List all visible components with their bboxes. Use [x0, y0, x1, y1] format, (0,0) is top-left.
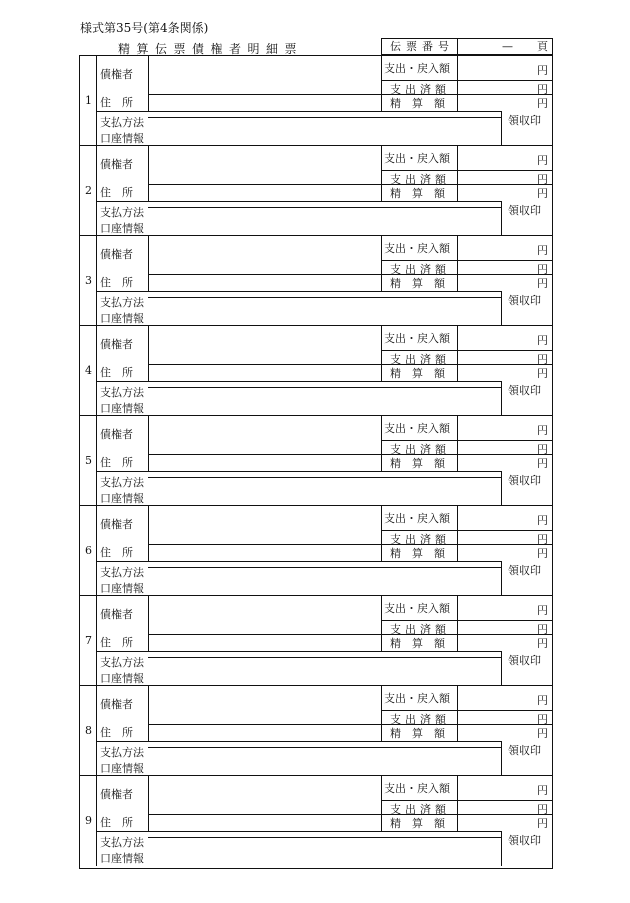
payment-method-line	[148, 477, 501, 478]
entry-number-cell	[80, 686, 97, 775]
paid-amount-label: 支出済額	[390, 83, 450, 96]
label-divider	[148, 776, 149, 831]
payment-method-line	[148, 117, 501, 118]
amount-value-divider	[457, 416, 458, 471]
address-bottom-line	[97, 111, 501, 112]
creditor-label: 債権者	[100, 608, 133, 621]
amount-value-divider	[457, 596, 458, 651]
receipt-seal-divider	[501, 291, 502, 326]
payment-method-label: 支払方法	[100, 386, 144, 399]
receipt-seal-divider	[501, 471, 502, 506]
label-divider	[148, 56, 149, 111]
account-info-label: 口座情報	[100, 312, 144, 325]
yen-unit: 円	[537, 514, 548, 527]
payment-method-label: 支払方法	[100, 116, 144, 129]
creditor-underline	[148, 454, 381, 455]
creditor-entry-1	[80, 56, 552, 146]
yen-unit: 円	[537, 353, 548, 366]
creditor-label: 債権者	[100, 428, 133, 441]
label-divider	[148, 596, 149, 651]
address-bottom-line	[97, 381, 501, 382]
yen-unit: 円	[537, 443, 548, 456]
payment-method-label: 支払方法	[100, 476, 144, 489]
receipt-seal-label: 領収印	[508, 654, 541, 667]
amount-value-divider	[457, 776, 458, 831]
address-bottom-line	[97, 831, 501, 832]
receipt-seal-label: 領収印	[508, 204, 541, 217]
address-bottom-line	[97, 201, 501, 202]
address-label: 住 所	[100, 186, 133, 199]
payment-method-label: 支払方法	[100, 206, 144, 219]
paid-amount-label: 支出済額	[390, 803, 450, 816]
account-info-label: 口座情報	[100, 672, 144, 685]
creditor-label: 債権者	[100, 698, 133, 711]
receipt-seal-divider	[501, 831, 502, 866]
address-label: 住 所	[100, 546, 133, 559]
account-info-label: 口座情報	[100, 762, 144, 775]
payment-refund-label: 支出・戻入額	[384, 152, 450, 165]
payment-refund-label: 支出・戻入額	[384, 602, 450, 615]
address-bottom-line	[97, 561, 501, 562]
account-info-label: 口座情報	[100, 402, 144, 415]
yen-unit: 円	[537, 263, 548, 276]
settlement-amount-label: 精算額	[390, 637, 456, 650]
creditor-underline	[148, 184, 381, 185]
settlement-amount-label: 精算額	[390, 277, 456, 290]
creditor-underline	[148, 94, 381, 95]
label-divider	[148, 146, 149, 201]
amount-section-divider	[381, 236, 382, 291]
entry-number-cell	[80, 506, 97, 595]
yen-unit: 円	[537, 64, 548, 77]
amount-value-divider	[457, 326, 458, 381]
payment-method-label: 支払方法	[100, 296, 144, 309]
settlement-amount-label: 精算額	[390, 457, 456, 470]
amount-section-divider	[381, 506, 382, 561]
amount-value-divider	[457, 686, 458, 741]
creditor-underline	[148, 634, 381, 635]
settlement-amount-label: 精算額	[390, 547, 456, 560]
settlement-amount-label: 精算額	[390, 187, 456, 200]
payment-refund-label: 支出・戻入額	[384, 782, 450, 795]
amount-section-divider	[381, 776, 382, 831]
receipt-seal-divider	[501, 561, 502, 596]
creditor-entry-4	[80, 326, 552, 416]
receipt-seal-label: 領収印	[508, 114, 541, 127]
payment-method-label: 支払方法	[100, 656, 144, 669]
entry-number: 5	[85, 454, 92, 467]
yen-unit: 円	[537, 784, 548, 797]
account-info-label: 口座情報	[100, 132, 144, 145]
entry-number: 7	[85, 634, 92, 647]
amount-value-divider	[457, 236, 458, 291]
payment-method-label: 支払方法	[100, 836, 144, 849]
payment-refund-label: 支出・戻入額	[384, 692, 450, 705]
payment-method-line	[148, 297, 501, 298]
page-title: 精算伝票債権者明細票	[118, 42, 304, 56]
account-info-label: 口座情報	[100, 852, 144, 865]
address-label: 住 所	[100, 456, 133, 469]
payment-refund-label: 支出・戻入額	[384, 512, 450, 525]
paid-amount-label: 支出済額	[390, 173, 450, 186]
creditor-entry-5	[80, 416, 552, 506]
address-bottom-line	[97, 651, 501, 652]
receipt-seal-divider	[501, 111, 502, 146]
entry-number: 6	[85, 544, 92, 557]
payment-refund-label: 支出・戻入額	[384, 242, 450, 255]
account-info-label: 口座情報	[100, 222, 144, 235]
creditor-label: 債権者	[100, 248, 133, 261]
address-bottom-line	[97, 471, 501, 472]
address-label: 住 所	[100, 276, 133, 289]
entry-number-cell	[80, 776, 97, 866]
entry-number-cell	[80, 146, 97, 235]
paid-amount-label: 支出済額	[390, 443, 450, 456]
receipt-seal-label: 領収印	[508, 564, 541, 577]
amount-section-divider	[381, 146, 382, 201]
payment-method-label: 支払方法	[100, 746, 144, 759]
address-label: 住 所	[100, 726, 133, 739]
creditor-detail-table	[79, 55, 553, 869]
account-info-label: 口座情報	[100, 582, 144, 595]
creditor-entry-7	[80, 596, 552, 686]
yen-unit: 円	[537, 334, 548, 347]
receipt-seal-divider	[501, 381, 502, 416]
entry-number: 2	[85, 184, 92, 197]
yen-unit: 円	[537, 604, 548, 617]
yen-unit: 円	[537, 713, 548, 726]
yen-unit: 円	[537, 154, 548, 167]
yen-unit: 円	[537, 97, 548, 110]
settlement-amount-label: 精算額	[390, 367, 456, 380]
creditor-label: 債権者	[100, 338, 133, 351]
payment-refund-label: 支出・戻入額	[384, 332, 450, 345]
slip-number-dash: —	[502, 40, 513, 53]
paid-amount-label: 支出済額	[390, 533, 450, 546]
amount-value-divider	[457, 146, 458, 201]
address-label: 住 所	[100, 96, 133, 109]
payment-refund-label: 支出・戻入額	[384, 422, 450, 435]
creditor-label: 債権者	[100, 68, 133, 81]
creditor-label: 債権者	[100, 518, 133, 531]
payment-method-line	[148, 567, 501, 568]
paid-amount-label: 支出済額	[390, 713, 450, 726]
entry-number-cell	[80, 596, 97, 685]
yen-unit: 円	[537, 727, 548, 740]
yen-unit: 円	[537, 367, 548, 380]
entry-number-cell	[80, 236, 97, 325]
payment-method-line	[148, 837, 501, 838]
creditor-underline	[148, 814, 381, 815]
entry-number: 4	[85, 364, 92, 377]
creditor-label: 債権者	[100, 158, 133, 171]
address-label: 住 所	[100, 636, 133, 649]
label-divider	[148, 686, 149, 741]
yen-unit: 円	[537, 173, 548, 186]
creditor-underline	[148, 724, 381, 725]
slip-number-label: 伝票番号	[382, 39, 458, 54]
yen-unit: 円	[537, 83, 548, 96]
receipt-seal-label: 領収印	[508, 474, 541, 487]
settlement-amount-label: 精算額	[390, 727, 456, 740]
yen-unit: 円	[537, 533, 548, 546]
settlement-amount-label: 精算額	[390, 97, 456, 110]
receipt-seal-divider	[501, 201, 502, 236]
yen-unit: 円	[537, 623, 548, 636]
yen-unit: 円	[537, 637, 548, 650]
creditor-entry-9	[80, 776, 552, 866]
yen-unit: 円	[537, 244, 548, 257]
amount-value-divider	[457, 506, 458, 561]
label-divider	[148, 506, 149, 561]
yen-unit: 円	[537, 277, 548, 290]
creditor-underline	[148, 364, 381, 365]
amount-section-divider	[381, 416, 382, 471]
address-label: 住 所	[100, 366, 133, 379]
yen-unit: 円	[537, 817, 548, 830]
page-unit-label: 頁	[537, 40, 548, 53]
payment-method-label: 支払方法	[100, 566, 144, 579]
entry-number: 3	[85, 274, 92, 287]
amount-value-divider	[457, 56, 458, 111]
creditor-entry-2	[80, 146, 552, 236]
address-label: 住 所	[100, 816, 133, 829]
creditor-entry-3	[80, 236, 552, 326]
entry-number-cell	[80, 56, 97, 145]
yen-unit: 円	[537, 457, 548, 470]
receipt-seal-divider	[501, 741, 502, 776]
label-divider	[148, 236, 149, 291]
creditor-entry-6	[80, 506, 552, 596]
account-info-label: 口座情報	[100, 492, 144, 505]
creditor-label: 債権者	[100, 788, 133, 801]
receipt-seal-label: 領収印	[508, 744, 541, 757]
yen-unit: 円	[537, 187, 548, 200]
label-divider	[148, 326, 149, 381]
creditor-underline	[148, 274, 381, 275]
payment-method-line	[148, 207, 501, 208]
yen-unit: 円	[537, 424, 548, 437]
yen-unit: 円	[537, 803, 548, 816]
receipt-seal-label: 領収印	[508, 834, 541, 847]
receipt-seal-divider	[501, 651, 502, 686]
creditor-entry-8	[80, 686, 552, 776]
yen-unit: 円	[537, 694, 548, 707]
amount-section-divider	[381, 326, 382, 381]
payment-method-line	[148, 657, 501, 658]
paid-amount-label: 支出済額	[390, 263, 450, 276]
form-number-label: 様式第35号(第4条関係)	[80, 21, 209, 35]
amount-section-divider	[381, 56, 382, 111]
receipt-seal-label: 領収印	[508, 384, 541, 397]
creditor-underline	[148, 544, 381, 545]
amount-section-divider	[381, 596, 382, 651]
paid-amount-label: 支出済額	[390, 353, 450, 366]
entry-number: 9	[85, 814, 92, 827]
slip-number-box	[381, 38, 553, 55]
payment-refund-label: 支出・戻入額	[384, 62, 450, 75]
entry-number-cell	[80, 326, 97, 415]
payment-method-line	[148, 747, 501, 748]
address-bottom-line	[97, 741, 501, 742]
label-divider	[148, 416, 149, 471]
settlement-amount-label: 精算額	[390, 817, 456, 830]
receipt-seal-label: 領収印	[508, 294, 541, 307]
amount-section-divider	[381, 686, 382, 741]
address-bottom-line	[97, 291, 501, 292]
entry-number: 1	[85, 94, 92, 107]
paid-amount-label: 支出済額	[390, 623, 450, 636]
entry-number: 8	[85, 724, 92, 737]
payment-method-line	[148, 387, 501, 388]
yen-unit: 円	[537, 547, 548, 560]
entry-number-cell	[80, 416, 97, 505]
